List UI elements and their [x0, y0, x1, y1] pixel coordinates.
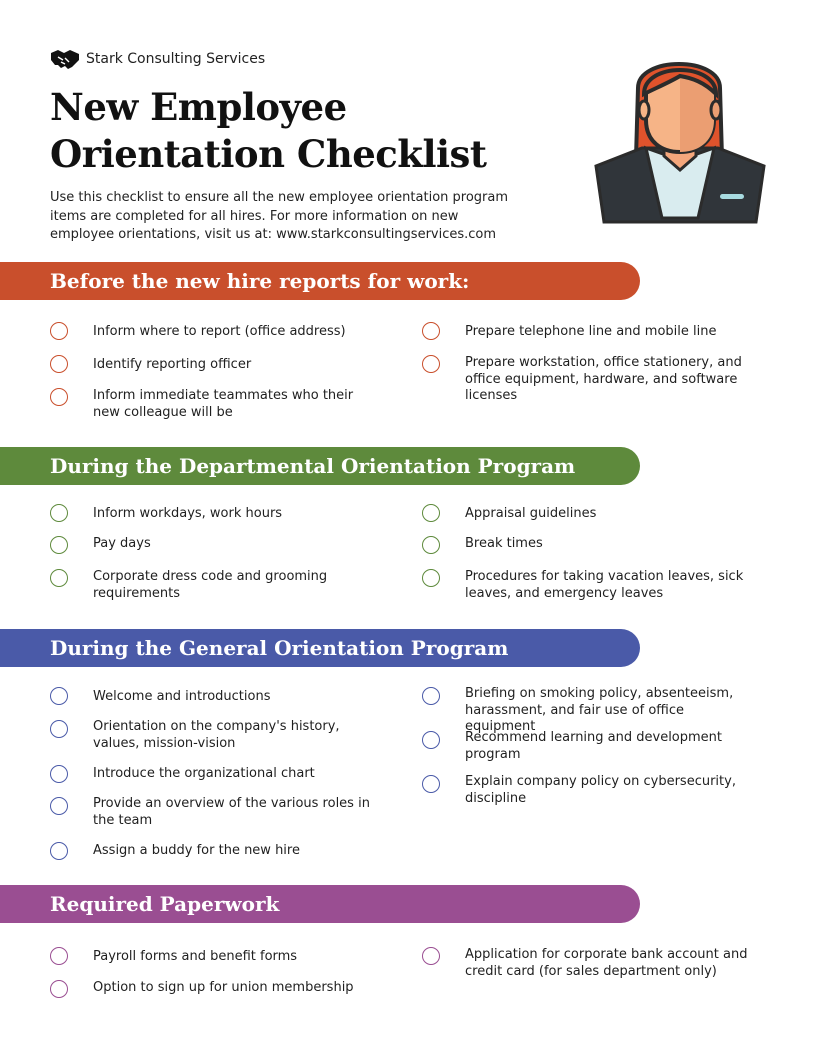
checkbox-circle[interactable] — [50, 765, 68, 783]
checklist-item-label: Inform where to report (office address) — [93, 324, 346, 339]
brand-name: Stark Consulting Services — [86, 51, 266, 67]
checklist-item-label: Provide an overview of the various roles in the team — [93, 796, 370, 828]
checklist-item-label: Appraisal guidelines — [465, 506, 597, 521]
checkbox-circle[interactable] — [50, 842, 68, 860]
checkbox-circle[interactable] — [50, 322, 68, 340]
checklist-item-label: Prepare workstation, office stationery, and office equipment, hardware, and software licenses — [465, 355, 742, 403]
checkbox-circle[interactable] — [50, 797, 68, 815]
checkbox-circle[interactable] — [50, 504, 68, 522]
page-title — [50, 84, 486, 178]
checkbox-circle[interactable] — [50, 355, 68, 373]
checkbox-circle[interactable] — [422, 504, 440, 522]
checklist-item-label: Payroll forms and benefit forms — [93, 949, 298, 964]
checkbox-circle[interactable] — [50, 388, 68, 406]
checklist-item-label: Explain company policy on cybersecurity, discipline — [465, 774, 736, 806]
checkbox-circle[interactable] — [50, 980, 68, 998]
checklist-item-label: Welcome and introductions — [93, 689, 271, 704]
checklist-item-label: Introduce the organizational chart — [93, 766, 315, 781]
checkbox-circle[interactable] — [422, 947, 440, 965]
checkbox-circle[interactable] — [422, 322, 440, 340]
section-header-before-hire: Before the new hire reports for work: — [0, 262, 640, 300]
handshake-icon — [50, 47, 80, 71]
checkbox-circle[interactable] — [50, 536, 68, 554]
checkbox-circle[interactable] — [422, 569, 440, 587]
checkbox-circle[interactable] — [50, 720, 68, 738]
checklist-item-label: Procedures for taking vacation leaves, sick leaves, and emergency leaves — [465, 569, 744, 601]
section-header-departmental: During the Departmental Orientation Program — [0, 447, 640, 485]
section-header-general: During the General Orientation Program — [0, 629, 640, 667]
checkbox-circle[interactable] — [50, 569, 68, 587]
checkbox-circle[interactable] — [422, 731, 440, 749]
intro-text: Use this checklist to ensure all the new employee orientation program items are completed for all hires. For more information on new employee orientations, visit us at: www.starkconsultingservices.com — [50, 190, 509, 242]
checklist-item-label: Prepare telephone line and mobile line — [465, 324, 717, 339]
checklist-item-label: Assign a buddy for the new hire — [93, 843, 300, 858]
section-header-paperwork: Required Paperwork — [0, 885, 640, 923]
checkbox-circle[interactable] — [422, 775, 440, 793]
checkbox-circle[interactable] — [50, 947, 68, 965]
checklist-item-label: Application for corporate bank account and credit card (for sales department only) — [465, 947, 748, 979]
employee-avatar-icon — [594, 48, 766, 224]
checklist-item-label: Recommend learning and development program — [465, 730, 723, 762]
checklist-item-label: Briefing on smoking policy, absenteeism, harassment, and fair use of office equipment — [465, 686, 734, 734]
checklist-item-label: Corporate dress code and grooming requirements — [93, 569, 328, 601]
checklist-item-label: Orientation on the company's history, values, mission-vision — [93, 719, 340, 751]
checkbox-circle[interactable] — [50, 687, 68, 705]
brand — [50, 47, 265, 71]
checklist-item-label: Break times — [465, 536, 543, 551]
checkbox-circle[interactable] — [422, 355, 440, 373]
checklist-item-label: Inform immediate teammates who their new colleague will be — [93, 388, 354, 420]
checkbox-circle[interactable] — [422, 687, 440, 705]
checklist-item-label: Identify reporting officer — [93, 357, 252, 372]
title-line-2: Orientation Checklist — [50, 132, 487, 176]
checklist-item-label: Option to sign up for union membership — [93, 980, 354, 995]
title-line-1: New Employee — [50, 85, 347, 129]
checklist-item-label: Inform workdays, work hours — [93, 506, 283, 521]
checklist-item-label: Pay days — [93, 536, 151, 551]
checkbox-circle[interactable] — [422, 536, 440, 554]
